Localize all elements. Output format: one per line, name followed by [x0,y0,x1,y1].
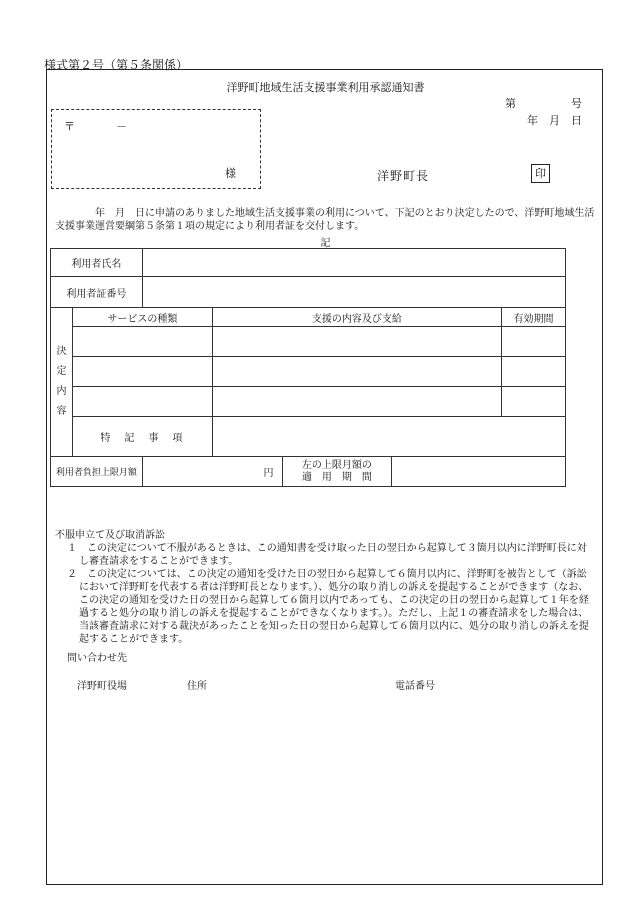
user-name-value [142,249,565,277]
document-date: 年 月 日 [527,114,582,127]
col-service: サービスの種類 [72,308,212,327]
special-notes-label: 特 記 事 項 [72,417,212,457]
user-id-value [142,277,565,308]
decision-table [50,248,566,487]
table-row [51,387,566,417]
document-number: 第 号 [505,97,582,110]
cap-label: 利用者負担上限月額 [51,457,143,487]
seal-mark: 印 [531,164,550,183]
inquiry-address-label: 住所 [187,681,207,692]
col-support: 支援の内容及び支給 [212,308,501,327]
decision-label: 決 定 内 容 [51,308,73,457]
appeal-item-1: １ この決定について不服があるときは、この通知書を受け取った日の翌日から起算して３箇月以内に洋野町長に対し審査請求をすることができます。 [67,543,587,567]
notice-frame [46,69,603,885]
postal-mark: 〒 [64,120,75,133]
inquiry-phone-label: 電話番号 [395,681,435,692]
user-name-label: 利用者氏名 [51,249,143,277]
form-label: 様式第２号（第５条関係） [44,58,189,72]
appeal-heading: 不服申立て及び取消訴訟 [55,530,165,541]
cap-period-label: 左の上限月額の 適 用 期 間 [282,457,392,487]
appeal-section [55,529,595,646]
mayor-name: 洋野町長 [377,169,430,183]
cap-value [142,457,282,487]
ki-mark: 記 [320,238,331,249]
honorific: 様 [225,167,236,180]
document-title: 洋野町地域生活支援事業利用承認通知書 [226,81,425,94]
intro-text: 年 月 日に申請のありました地域生活支援事業の利用について、下記のとおり決定したので、洋野町地域生活支援事業運営要綱第５条第１項の規定により利用者証を交付します。 [55,208,595,232]
special-notes-value [212,417,565,457]
inquiry-office: 洋野町役場 [77,681,127,692]
postal-dash: － [116,120,127,133]
yen-unit: 円 [263,468,274,479]
col-period: 有効期間 [502,308,566,327]
table-row [51,357,566,387]
appeal-item-2: ２ この決定については、この決定の通知を受けた日の翌日から起算して６箇月以内に、洋野町を被告として（訴訟において洋野町を代表する者は洋野町長となります。）、処分の取り消しの訴えを提起することができます（なお、この決定の通知を受けた日の翌日から起算して６箇月以内であっても、この決定の日の翌日から起算して１年を経過すると処分の取り消しの訴えを提起することができなくなります。）。ただし、上記１の審査請求をした場合は、当該審査請求に対する裁決があったことを知った日の翌日から起算して６箇月以内に、処分の取り消しの訴えを提起することができます。 [67,569,589,645]
table-row [51,327,566,357]
user-id-label: 利用者証番号 [51,277,143,308]
inquiry-heading: 問い合わせ先 [67,653,127,664]
cap-period-value [392,457,566,487]
address-box [51,109,261,189]
